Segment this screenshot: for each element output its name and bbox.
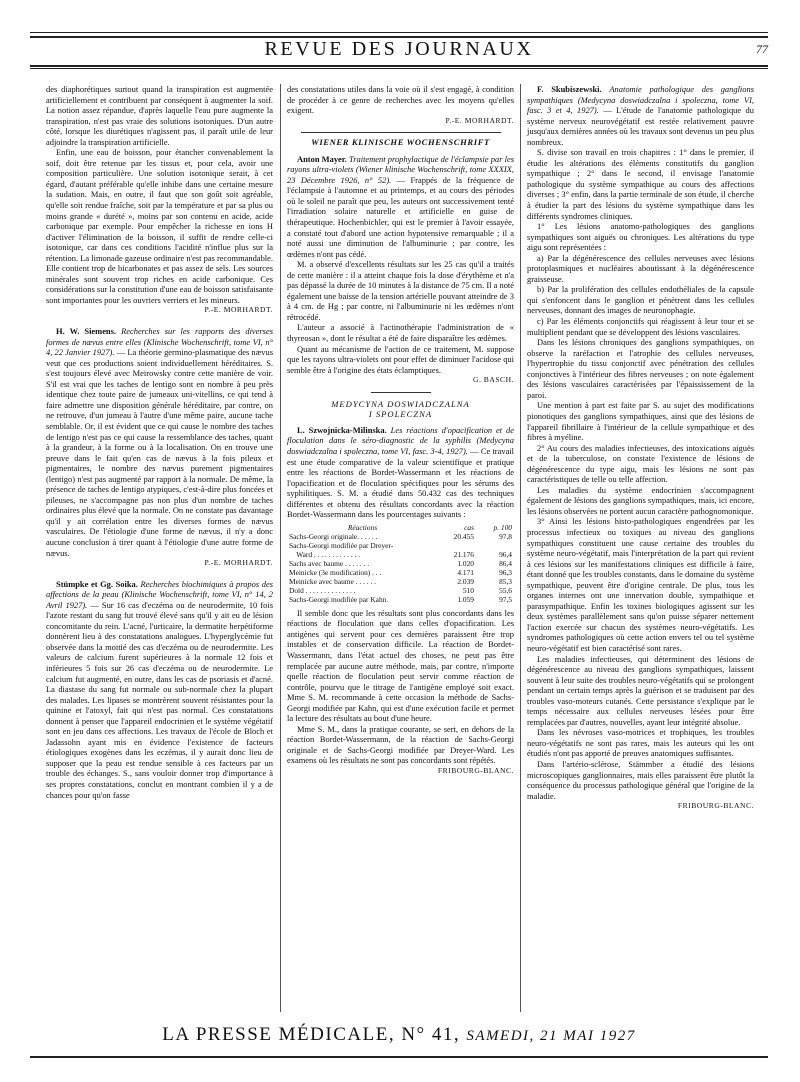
table-cell: Meinicke (3e modification) . . . <box>289 567 382 577</box>
page-footer <box>30 1024 768 1054</box>
column-right <box>527 84 754 812</box>
article-author: Stümpke et Gg. Soika. <box>56 578 138 589</box>
column-left <box>46 84 273 800</box>
author-signature: P.-E. MORHARDT. <box>204 558 273 568</box>
results-table <box>287 523 514 604</box>
article-body: — Frappés de la fréquence de l'éclampsie à l'automne et au printemps, et au cours des périodes où le soleil ne paraît que peu, les auteurs ont successivement tenté l'irradiation solaire naturelle et artificielle en guise de thérapeutique. Hochenbichler, qui est le premier à l'avoir essayée, a constaté tout d'abord une action hypotensive remarquable ; il a noté aussi une diminution de l'albuminurie ; par contre, les œdèmes n'ont pas cédé. <box>287 174 514 259</box>
paragraph: b) Par la prolifération des cellules endothéliales de la capsule qui s'enfoncent dans le ganglion et pénètrent dans les cellules nerveuses, donnant des images de neuronophagie. <box>527 284 754 316</box>
table-cell: 510 <box>462 585 474 595</box>
table-cell: 96,3 <box>499 567 512 577</box>
header-rule <box>30 65 768 67</box>
running-title: REVUE DES JOURNAUX <box>264 38 534 60</box>
column-middle <box>287 84 514 777</box>
paragraph: des diaphorétiques surtout quand la transpiration est augmentée artificiellement et contribuent par conséquent à augmenter la soif. La notion assez répandue, d'après laquelle l'eau pure augmente la transpiration, n'est pas vraie des solutions isotoniques. D'un autre côté, lorsque les diurétiques n'agissent pas, il paraît utile de leur adjoindre la transpiration artificielle. <box>46 84 273 147</box>
table-cell: 1.020 <box>457 558 474 568</box>
paragraph: Enfin, une eau de boisson, pour étancher convenablement la soif, doit être retenue par les tissus et, pour cela, avoir une composition particulière. Une solution isotonique serait, à cet égard, d'autant préférable qu'elle inhibe dans une certaine mesure la sudation. Mais, en outre, il faut que son goût soit agréable, qu'elle soit rendue fraîche, soit par la température et par sa plus ou moins grande « durété », moins par son contenu en acide, acide carbonique par exemple. Pour empêcher la richesse en ions H d'activer l'élimination de la boisson, il suffit de rendre celle-ci isotonique, car dans ces conditions l'acidité n'influe plus sur la rétention. La limonade gazeuse ordinaire n'est pas recommandable. Elle contient trop de bicarbonates et pas assez de sels. Les sources minérales sont souvent trop riches en acide carbonique. Ces considérations sur la constitution d'une eau de boisson satisfaisante sont importantes pour les ouvriers verriers et les mineurs. <box>46 147 273 305</box>
article-title: Les réactions d'opacification et de floculation dans le séro-diagnostic de la syphilis <box>287 424 515 446</box>
paragraph: Dans l'artério-sclérose, Stämmber a étudié des lésions microscopiques ganglionnaires, mais elles paraissent être plutôt la conséquence du processus pathologique général que l'origine de la maladie. <box>527 759 754 801</box>
author-signature: G. BASCH. <box>472 375 514 385</box>
article-abstract <box>46 579 273 800</box>
paragraph: Les maladies du système endocrinien s'accompagnent également de lésions des ganglions sympathiques, mais, ici encore, les lésions observées ne portent aucun caractère pathognomonique. <box>527 484 754 516</box>
article-abstract <box>287 425 514 520</box>
table-cell: 21.176 <box>453 549 474 559</box>
table-cell: Sachs-Georgi modifiée par Dreyer- <box>289 540 394 550</box>
header-rule-thin <box>30 68 768 69</box>
article-body: — L'étude de l'anatomie pathologique du système nerveux neurovégétatif est restée relativement pauvre jusqu'aux dernières années où les travaux sont devenus un peu plus nombreux. <box>527 105 754 147</box>
table-cell: 86,4 <box>499 558 512 568</box>
article-author: H. W. Siemens. <box>56 326 117 337</box>
top-rule <box>30 32 768 33</box>
author-signature: FRIBOURG-BLANC. <box>677 801 754 811</box>
table-row <box>287 550 514 559</box>
article-title: Traitement prophylactique de l'éclampsie par les rayons ultra-violets <box>287 153 514 175</box>
table-row <box>287 586 514 595</box>
table-cell: Ward . . . . . . . . . . . . . <box>289 549 361 559</box>
paragraph: Dans les névroses vaso-motrices et trophiques, les troubles neuro-végétatifs ne sont pas rares, mais les auteurs qui les ont étudiés n'ont pas apporté de preuves anatomiques suffisantes. <box>527 727 754 759</box>
article-source: (Medycyna doswiadczalna i spoleczna, tome VI, fasc. 3-4, 1927). <box>287 435 514 456</box>
article-body: — Ce travail est une étude comparative de la valeur scientifique et pratique entre les réactions de Bordet-Wassermann et les réactions de l'opacification et de floculation spécifiques pour les sérums des syphilitiques. S. M. a étudié dans 50.432 cas des techniques différentes et obtenu des résultats concordants avec la réaction Bordet-Wassermann dans les pourcentages suivants : <box>287 445 514 520</box>
article-body: — Sur 16 cas d'eczéma ou de neurodermite, 10 fois l'azote restant du sang fut trouvé élevé sans qu'il y ait eu de lésion concomitante du rein. L'acné, l'urticaire, la dermatite herpétiforme donnèrent lieu à des constatations analogues. L'hyperglycémie fut observée dans la moitié des cas d'eczéma ou de neurodermite. Les valeurs de calcium furent supérieures à la normale 12 fois et inférieures 5 fois sur 26 cas d'eczéma ou de neurodermite. Le calcium fut augmenté, en outre, dans les cas de psoriasis et d'acné. La diastase du sang fut normale ou sub-normale chez la plupart des malades. Les lipases se montrèrent souvent résistantes pour la quinine et l'atoxyl, fait qui n'est pas normal. Ces constatations donnent à penser que l'appareil endocrinien et le système végétatif sont en jeu dans ces affections. Les travaux de l'école de Bloch et Jadassohn ayant mis en évidence l'existence de facteurs étiologiques exogènes dans les eczémas, il y aurait donc lieu de supposer que la peau est rendue sensible à ces facteurs par un trouble des échanges. S., sans vouloir donner trop d'importance à ses propres constatations, conclut en montrant combien il y a de chances pour qu'on fasse <box>46 599 274 800</box>
journal-heading-line2: I SPOLECZNA <box>368 409 433 420</box>
paragraph: S. divise son travail en trois chapitres : 1° dans le premier, il étudie les altérations des éléments constitutifs du ganglion sympathique ; 2° dans le second, il envisage l'anatomie pathologique du système sympathique au cours des affections diverses ; 3° enfin, dans la partie terminale de son étude, il cherche à étudier la part des lésions du système sympathique dans les différents syndromes cliniques. <box>527 147 754 221</box>
journal-heading: WIENER KLINISCHE WOCHENSCHRIFT <box>311 137 490 148</box>
article-source: (Medycyna doswiadczalna i spoleczna, tome VI, fasc. 3 et 4, 1927). <box>527 94 754 116</box>
paragraph: 1° Les lésions anatomo-pathologiques des ganglions sympathiques sont aiguës ou chroniques. Les altérations du type aigu sont représentées : <box>527 221 754 253</box>
paragraph: 3° Ainsi les lésions histo-pathologiques engendrées par les processus infectieux ou toxiques au niveau des ganglions sympathiques constituent une cause certaine des troubles du système neuro-végétatif, mais l'interprétation de la part qui revient à ces lésions sur les manifestations cliniques est difficile à faire, étant donné que les troubles constants, dans le domaine du système sympathique, peuvent être d'origine centrale. De plus, tous les organes internes ont une innervation double, sympathique et parasympathique. Enfin les toxines biologiques agissent sur les deux systèmes parallèlement sans qu'on puisse séparer nettement l'action exercée sur chacun des systèmes neuro-végétatifs. Les syndromes pathologiques où cette action envers tel ou tel système neuro-végétatif est bien caractérisé sont rares. <box>527 516 754 653</box>
table-row <box>287 595 514 604</box>
table-row <box>287 559 514 568</box>
article-abstract <box>46 326 273 558</box>
page-number: 77 <box>756 42 768 56</box>
table-cell <box>438 541 476 550</box>
footer-date: SAMEDI, 21 MAI 1927 <box>466 1028 636 1044</box>
paragraph: Les maladies infectieuses, qui déterminent des lésions de dégénérescence au niveau des ganglions sympathiques, laissent souvent à leur suite des troubles neuro-végétatifs qui se prolongent pendant un certain temps après la guérison et se traduisent par des troubles vaso-moteurs cutanés. Cette persistance s'explique par le temps nécessaire aux cellules nerveuses lésées pour être remplacées par d'autres, nouvelles, ayant leur intégrité absolue. <box>527 653 754 727</box>
article-author: Anton Mayer. <box>297 153 347 164</box>
table-cell: Meinicke avec baume . . . . . . <box>289 576 377 586</box>
table-cell: 1.059 <box>457 594 474 604</box>
article-abstract <box>527 84 754 147</box>
table-cell: 2.039 <box>457 576 474 586</box>
section-divider <box>371 392 431 393</box>
paragraph: a) Par la dégénérescence des cellules nerveuses avec lésions protoplasmiques et nucléaires aboutissant à la dégénérescence graisseuse. <box>527 252 754 284</box>
table-cell: Sachs avec baume . . . . . . . <box>289 558 370 568</box>
table-row <box>287 568 514 577</box>
article-source: (Klinische Wochenschrift, tome VI, n° 14, 2 Avril 1927). <box>46 589 273 610</box>
table-header: p. 100 <box>493 522 512 532</box>
column-divider <box>280 84 281 1012</box>
paragraph: M. a observé d'excellents résultats sur les 25 cas qu'il a traités de cette manière : il a atteint chaque fois la dose d'érythème et n'a pas dépassé la durée de 10 minutes à la distance de 75 cm. Il a noté également une baisse de la tension artérielle pouvant atteindre de 3 à 4 cm. de Hg ; par contre, ni l'albuminurie ni les œdèmes n'ont rétrocédé. <box>287 259 514 322</box>
table-cell: 85,3 <box>499 576 512 586</box>
page-header <box>30 38 768 64</box>
table-header-row <box>287 523 514 532</box>
table-cell: 55,6 <box>499 585 512 595</box>
article-author: L. Szwojnicka-Milinska. <box>297 424 387 435</box>
table-cell: Dold . . . . . . . . . . . . . . <box>289 585 356 595</box>
table-header: cas <box>464 522 474 532</box>
table-row <box>287 532 514 541</box>
article-body: — La théorie germino-plasmatique des nævus veut que ces productions soient individuellement héréditaires. S. s'est toujours élevé avec Meirowsky contre cette manière de voir. S'il est vrai que les taches de lentigo sont en nombre à peu près identique chez toute paire de jumeaux uni-vitellins, ce qui tend à faire admettre une disposition générale héréditaire, par contre, on ne retrouve, d'un jumeau à l'autre d'une même paire, aucune tache semblable. Or, il est évident que ce qui cause le nombre des taches de lentigo n'est pas ce qui cause la ressemblance des taches, quant à la grandeur, à la forme ou à la localisation. On en trouve une preuve dans le fait qu'en cas de nævus à la fois pileux et pigmentaires, le nombre des nævus purement pigmentaires (lentigo) n'est pas augmenté par rapport à la normale. De même, la présence de taches de lentigo atypiques, c'est-à-dire plus foncées et pileuses, ne s'accompagne pas non plus d'un nombre de taches ordinaires plus élevé que la normale. On ne constate pas davantage qu'il y ait corrélation entre les diverses formes de nævus vasculaires. De l'étiologie d'une forme de nævus, il n'y a donc aucune conclusion à tirer quant à l'étiologie d'une autre forme de nævus. <box>46 347 274 558</box>
table-cell: 97,5 <box>499 594 512 604</box>
author-signature: FRIBOURG-BLANC. <box>437 765 514 775</box>
article-source: (Wiener klinische Wochenschrift, tome XXXIX, 23 Décembre 1926, n° 52). <box>287 164 514 185</box>
table-cell: 20.455 <box>453 531 474 541</box>
table-cell: 96,4 <box>499 549 512 559</box>
journal-heading: MEDYCYNA DOSWIADCZALNA <box>331 398 470 409</box>
table-cell: 97,8 <box>499 531 512 541</box>
section-divider <box>301 132 501 133</box>
paragraph: Une mention à part est faite par S. au sujet des modifications pionotiques des ganglions sympathiques, ainsi que des lésions de l'appareil fibrillaire à l'intérieur de la cellule sympathique et des fibres à myéline. <box>527 400 754 443</box>
bottom-rule <box>30 1056 768 1058</box>
paragraph: Quant au mécanisme de l'action de ce traitement, M. suppose que les rayons ultra-violets ont pour effet de diminuer l'acidose qui semble être à l'origine des états éclamptiques. <box>287 343 514 375</box>
footer-journal: LA PRESSE MÉDICALE, N° 41, <box>162 1024 461 1045</box>
article-abstract <box>287 154 514 259</box>
table-row <box>287 541 514 550</box>
article-title: Anatomie pathologique des ganglions sympathiques <box>527 84 754 105</box>
paragraph: 2° Au cours des maladies infectieuses, des intoxications aiguës et de la tuberculose, on constate l'existence de lésions de dégénérescence du type aigu, mais les lésions ne sont pas caractéristiques de telle ou telle affection. <box>527 442 754 485</box>
paragraph: Il semble donc que les résultats sont plus concordants dans les réactions de floculation que dans celles d'opacification. Les antigènes qui servent pour ces dernières paraissent être trop instables et de conservation difficile. La réaction de Bordet-Wassermann, dans l'état actuel des choses, ne peut pas être remplacée par aucune autre méthode, mais, par contre, n'importe quelle réaction de floculation peut servir comme réaction de contrôle, pourvu que le titrage de l'antigène employé soit exact. Mme S. M. recommande à cette occasion la méthode de Sachs-Georgi modifiée par Kahn, qui est d'une exécution facile et permet la lecture des résultats au bout d'une heure. <box>287 607 514 724</box>
paragraph: Mme S. M., dans la pratique courante, se sert, en dehors de la réaction Bordet-Wassermann, de la réaction de Sachs-Georgi originale et de Sachs-Georgi modifiée par Dreyer-Ward. Les examens où les résultats ne sont pas concordants sont répétés. <box>287 723 514 766</box>
table-cell <box>476 541 514 550</box>
table-row <box>287 577 514 586</box>
paragraph: des constatations utiles dans la voie où il s'est engagé, à condition de procéder à ce genre de recherches avec les moyens qu'elles exigent. <box>287 84 514 116</box>
author-signature: P.-E. MORHARDT. <box>445 115 514 125</box>
author-signature: P.-E. MORHARDT. <box>204 305 273 315</box>
article-title: Recherches sur les rapports des diverses formes de nævus entre elles <box>46 326 273 347</box>
paragraph: L'auteur a associé à l'actinothérapie l'administration de « thyreosan », dont le résultat a été de faire disparaître les œdèmes. <box>287 322 514 344</box>
table-cell: Sachs-Georgi modifiée par Kahn. <box>289 594 389 604</box>
paragraph: Dans les lésions chroniques des ganglions sympathiques, on observe la raréfaction et l'atrophie des cellules nerveuses, l'hypertrophie du tissu conjonctif avec pénétration des cellules conjonctives à l'intérieur des fibres nerveuses ; on note également des lésions vasculaires caractérisées par l'épaississement de la paroi. <box>527 337 754 400</box>
article-title: Recherches biochimiques à propos des affections de la peau <box>46 578 273 600</box>
table-cell: Sachs-Georgi originale. . . . . . <box>289 531 378 541</box>
table-cell: 4.171 <box>457 567 474 577</box>
column-divider <box>520 84 521 1012</box>
paragraph: c) Par les éléments conjonctifs qui réagissent à leur tour et se multiplient pendant que se développent des lésions vasculaires. <box>527 316 754 337</box>
table-header: Réactions <box>347 522 378 532</box>
article-source: (Klinische Wochenschrift, tome VI, n° 4, 22 Janvier 1927). <box>46 336 274 358</box>
article-author: F. Skubiszewski. <box>537 84 602 94</box>
